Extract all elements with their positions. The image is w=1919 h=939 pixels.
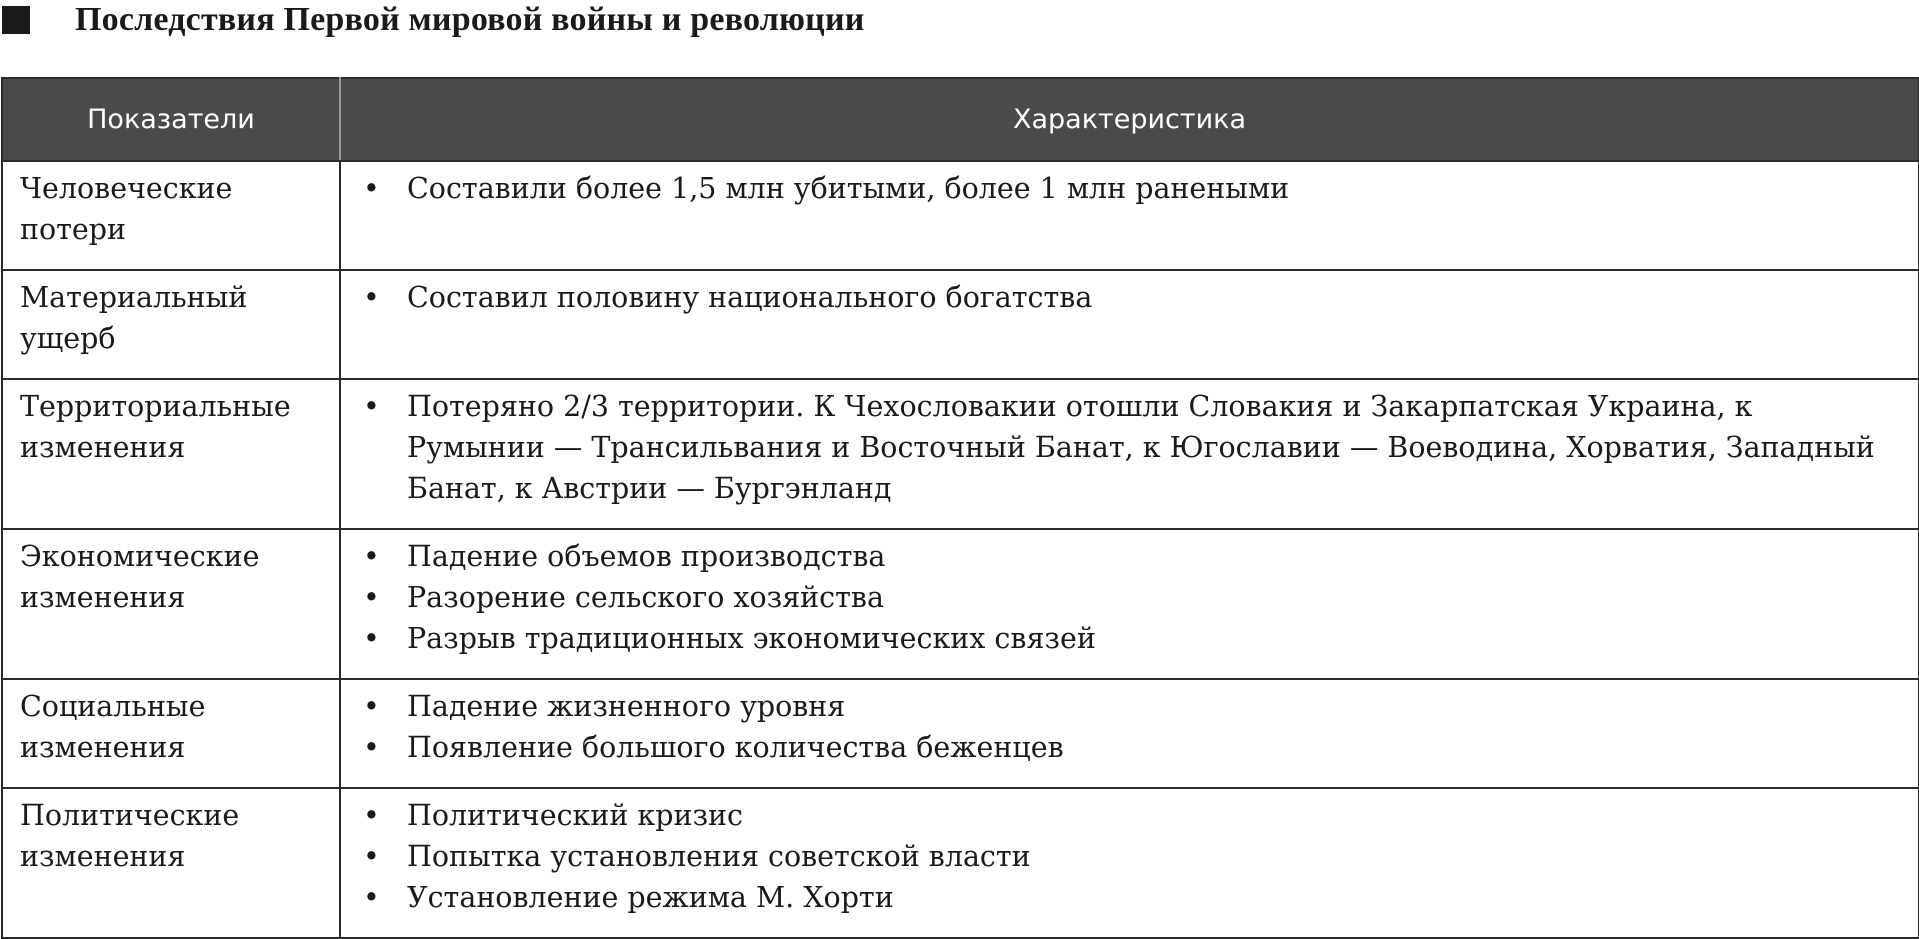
square-bullet-icon <box>2 6 30 34</box>
indicator-cell: Экономические изменения <box>2 529 340 679</box>
list-item: • Разорение сельского хозяйства <box>363 577 1896 618</box>
list-item: • Попытка установления советской власти <box>363 836 1896 877</box>
indicator-cell: Территориальные изменения <box>2 379 340 529</box>
header-indicators: Показатели <box>2 78 340 161</box>
characteristic-cell <box>340 270 1919 379</box>
indicator-cell: Политические изменения <box>2 788 340 938</box>
characteristic-cell <box>340 529 1919 679</box>
list-item: • Политический кризис <box>363 795 1896 836</box>
table-header-row <box>2 78 1919 161</box>
section-heading <box>0 0 865 40</box>
list-item: • Падение жизненного уровня <box>363 686 1896 727</box>
table-row <box>2 788 1919 938</box>
list-item: • Составил половину национального богатства <box>363 277 1896 318</box>
indicator-cell: Социальные изменения <box>2 679 340 788</box>
header-characteristic: Характеристика <box>340 78 1919 161</box>
list-item: • Разрыв традиционных экономических связей <box>363 618 1896 659</box>
characteristic-cell <box>340 788 1919 938</box>
table-row <box>2 379 1919 529</box>
characteristic-cell <box>340 679 1919 788</box>
characteristic-cell <box>340 161 1919 270</box>
characteristic-cell <box>340 379 1919 529</box>
indicator-cell: Материальный ущерб <box>2 270 340 379</box>
table-row <box>2 529 1919 679</box>
table-row <box>2 270 1919 379</box>
consequences-table <box>1 77 1919 939</box>
list-item: • Установление режима М. Хорти <box>363 877 1896 918</box>
list-item: • Появление большого количества беженцев <box>363 727 1896 768</box>
table-row <box>2 679 1919 788</box>
list-item: • Падение объемов производства <box>363 536 1896 577</box>
indicator-cell: Человеческие потери <box>2 161 340 270</box>
table-row <box>2 161 1919 270</box>
page-title: Последствия Первой мировой войны и революции <box>75 1 865 38</box>
list-item: • Потеряно 2/3 территории. К Чехословакии отошли Словакия и Закарпатская Украина, к Румынии — Трансильвания и Восточный Банат, к Югославии — Воеводина, Хорватия, Западный Банат, к Австрии — Бургэнланд <box>363 386 1896 509</box>
list-item: • Составили более 1,5 млн убитыми, более 1 млн ранеными <box>363 168 1896 209</box>
